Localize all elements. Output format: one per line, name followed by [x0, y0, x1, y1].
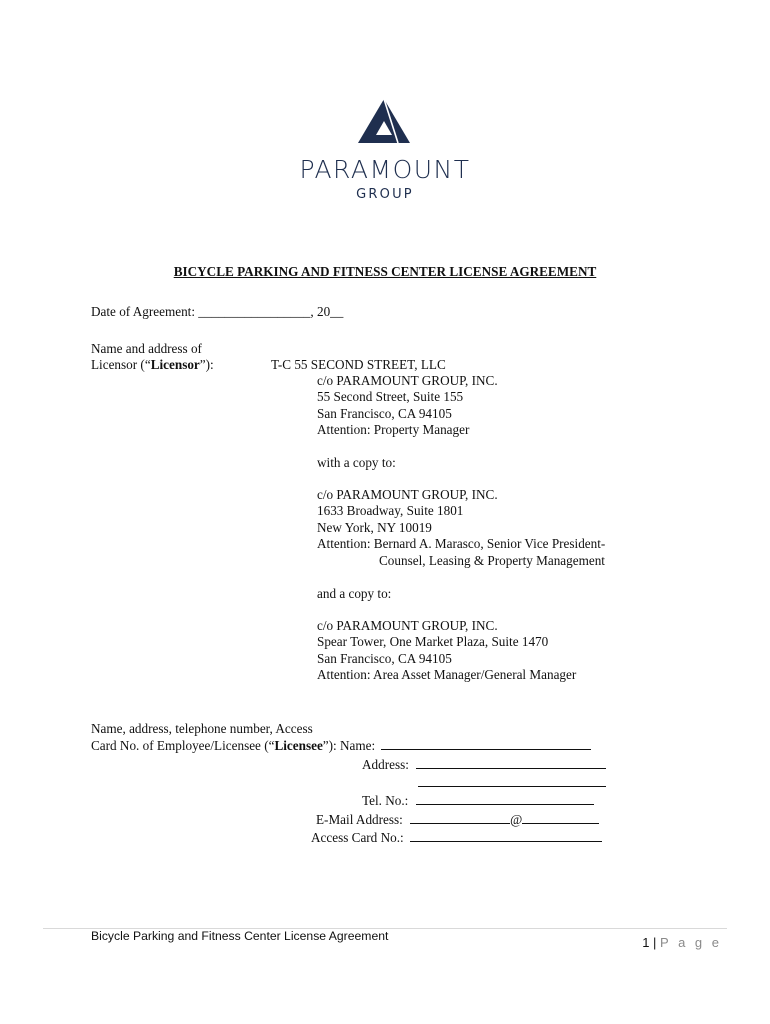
licensee-tel-row — [362, 793, 594, 809]
email-label: E-Mail Address: — [316, 812, 403, 827]
licensor-label — [91, 341, 214, 374]
licensor-label-line2: Licensor (“Licensor”): — [91, 357, 214, 373]
address-line: Spear Tower, One Market Plaza, Suite 1470 — [317, 634, 549, 650]
copy-to-label-2: and a copy to: — [317, 586, 392, 601]
address-line: San Francisco, CA 94105 — [317, 650, 452, 666]
licensee-tel-field[interactable] — [416, 793, 594, 805]
licensee-email-row — [316, 812, 599, 828]
licensee-address-row — [362, 757, 606, 773]
licensee-access-card-row — [311, 830, 602, 846]
page-word: P a g e — [660, 935, 722, 950]
address-line: New York, NY 10019 — [317, 519, 432, 535]
licensor-label-line1: Name and address of — [91, 341, 202, 356]
licensee-name-field[interactable] — [381, 738, 591, 750]
logo-subtitle: GROUP — [356, 187, 414, 202]
licensee-access-card-field[interactable] — [410, 830, 602, 842]
licensee-name-row: Card No. of Employee/Licensee (“Licensee”): Name: — [91, 738, 591, 754]
document-title: BICYCLE PARKING AND FITNESS CENTER LICENSE AGREEMENT — [173, 264, 597, 279]
logo-wordmark: PARAMOUNT — [299, 155, 471, 184]
licensor-address-block-2 — [317, 487, 605, 569]
licensor-entity: T-C 55 SECOND STREET, LLC — [271, 357, 446, 372]
address-label: Address: — [362, 757, 409, 772]
copy-to-label-1: with a copy to: — [317, 455, 396, 470]
footer-document-title: Bicycle Parking and Fitness Center License Agreement — [91, 929, 389, 943]
footer-page-indicator — [600, 935, 722, 950]
date-of-agreement: Date of Agreement: _________________, 20__ — [91, 304, 344, 319]
page-separator: | — [649, 935, 661, 950]
tel-label: Tel. No.: — [362, 793, 409, 808]
email-at-sign: @ — [510, 812, 523, 827]
licensee-address-field[interactable] — [416, 757, 606, 769]
attention-line-continued: Counsel, Leasing & Property Management — [379, 552, 605, 568]
address-line: San Francisco, CA 94105 — [317, 405, 452, 421]
attention-line: Attention: Property Manager — [317, 422, 470, 438]
licensor-address-block-3 — [317, 618, 576, 684]
address-line: c/o PARAMOUNT GROUP, INC. — [317, 487, 498, 502]
address-line: c/o PARAMOUNT GROUP, INC. — [317, 618, 498, 633]
licensee-email-user-field[interactable] — [410, 812, 510, 824]
attention-line: Attention: Area Asset Manager/General Manager — [317, 667, 577, 683]
page-number: 1 — [642, 935, 650, 950]
attention-line: Attention: Bernard A. Marasco, Senior Vice President- — [317, 536, 606, 552]
address-line: 55 Second Street, Suite 155 — [317, 389, 464, 405]
licensor-address-block-1 — [317, 373, 498, 439]
licensee-address-field-2[interactable] — [418, 775, 606, 787]
licensee-address-row-2 — [418, 775, 606, 791]
licensee-label-line1: Name, address, telephone number, Access — [91, 721, 313, 736]
address-line: c/o PARAMOUNT GROUP, INC. — [317, 373, 498, 388]
licensee-email-domain-field[interactable] — [522, 812, 599, 824]
address-line: 1633 Broadway, Suite 1801 — [317, 503, 464, 519]
access-card-label: Access Card No.: — [311, 830, 404, 845]
paramount-triangle-logo-icon — [358, 99, 410, 143]
